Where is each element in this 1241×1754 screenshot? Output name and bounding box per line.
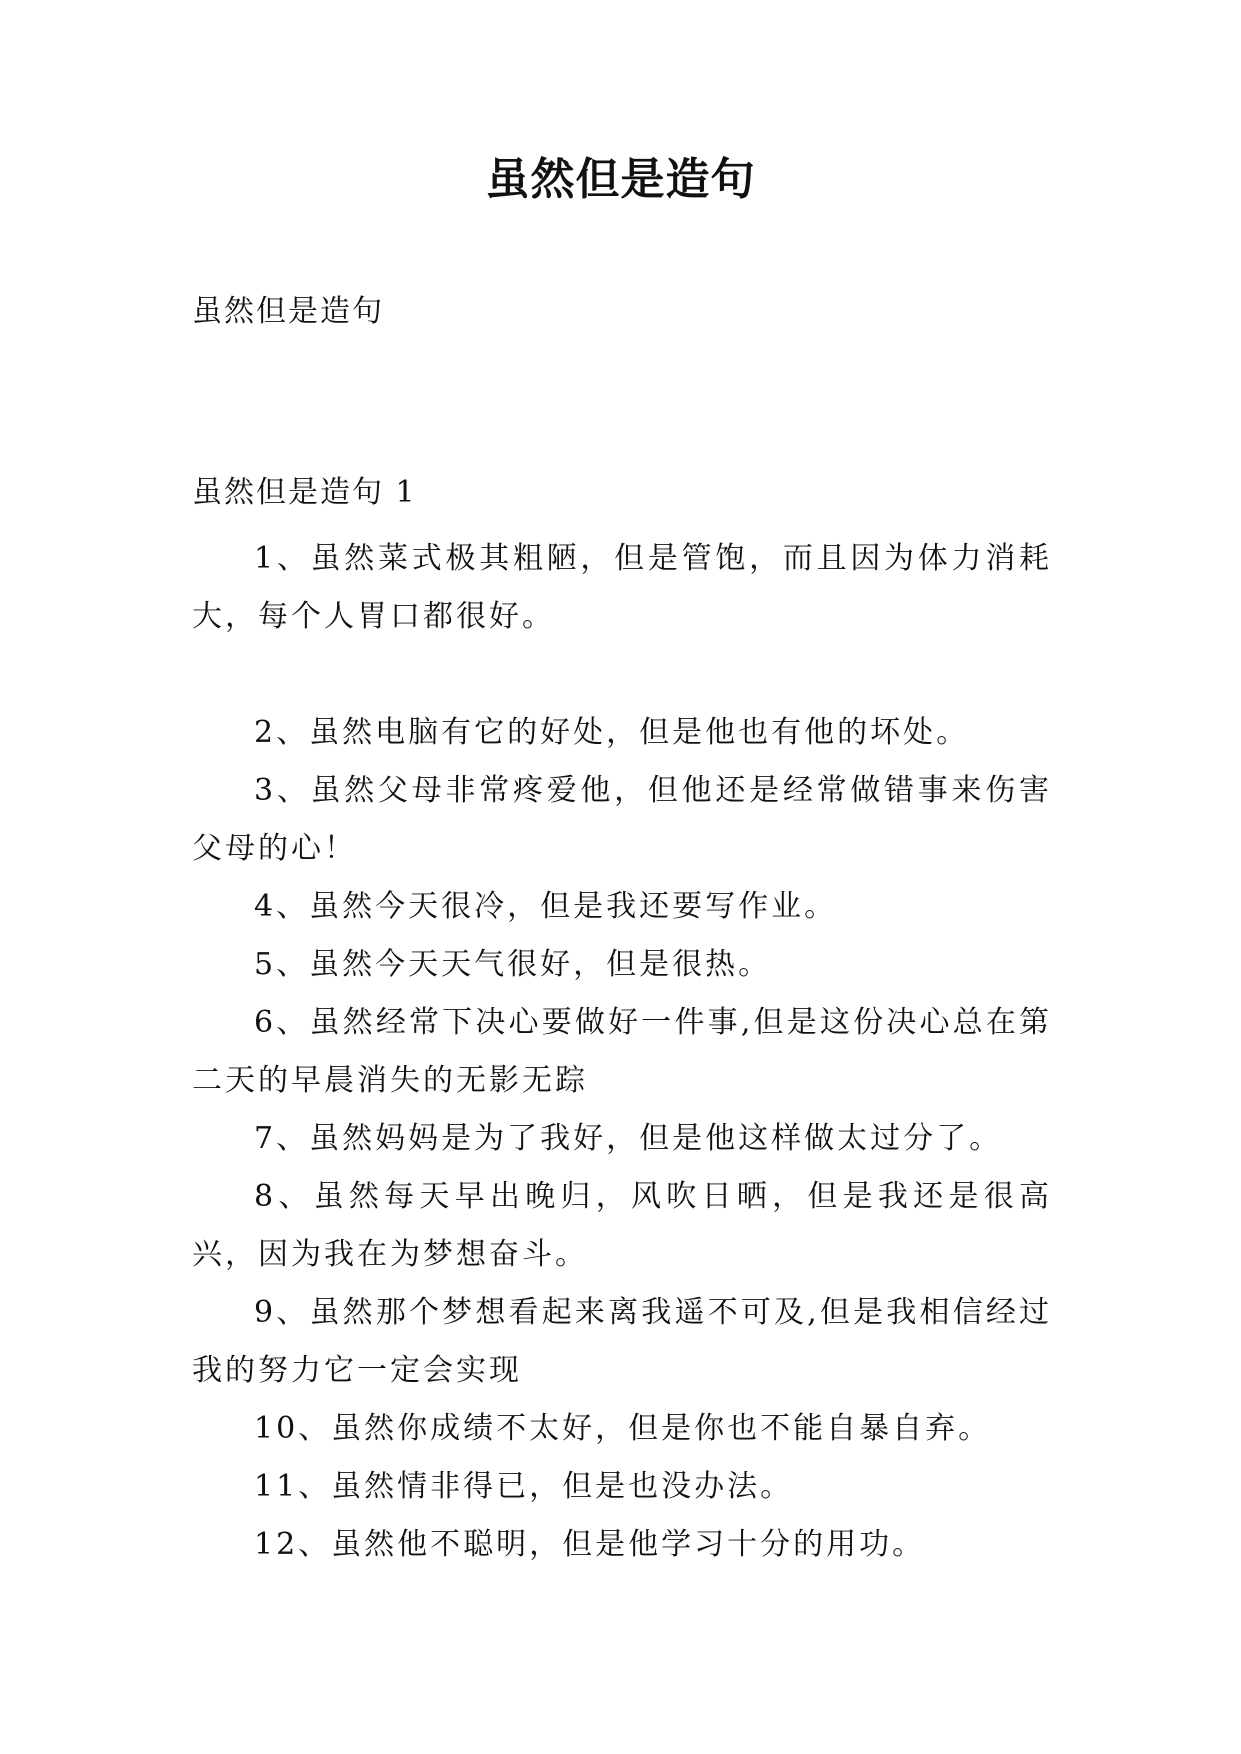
sentence-item: 9、虽然那个梦想看起来离我遥不可及,但是我相信经过我的努力它一定会实现 [192, 1295, 1052, 1388]
sentence-item: 5、虽然今天天气很好，但是很热。 [254, 947, 772, 982]
sentence-item: 11、虽然情非得已，但是也没办法。 [254, 1469, 794, 1504]
sentence-item: 6、虽然经常下决心要做好一件事,但是这份决心总在第二天的早晨消失的无影无踪 [192, 1005, 1052, 1098]
sentence-list [192, 530, 1052, 1574]
sentence-item: 7、虽然妈妈是为了我好，但是他这样做太过分了。 [254, 1121, 1003, 1156]
document-title: 虽然但是造句 [485, 154, 756, 205]
document-subtitle: 虽然但是造句 [192, 294, 384, 329]
sentence-item: 1、虽然菜式极其粗陋，但是管饱，而且因为体力消耗大，每个人胃口都很好。 [192, 541, 1052, 634]
sentence-item: 8、虽然每天早出晚归，风吹日晒，但是我还是很高兴，因为我在为梦想奋斗。 [192, 1179, 1052, 1272]
sentence-item: 3、虽然父母非常疼爱他，但他还是经常做错事来伤害父母的心！ [192, 773, 1052, 866]
sentence-item: 4、虽然今天很冷，但是我还要写作业。 [254, 889, 838, 924]
section-heading: 虽然但是造句 1 [192, 475, 417, 510]
sentence-item: 2、虽然电脑有它的好处，但是他也有他的坏处。 [254, 715, 970, 750]
sentence-item: 10、虽然你成绩不太好，但是你也不能自暴自弃。 [254, 1411, 992, 1446]
sentence-item: 12、虽然他不聪明，但是他学习十分的用功。 [254, 1527, 926, 1562]
